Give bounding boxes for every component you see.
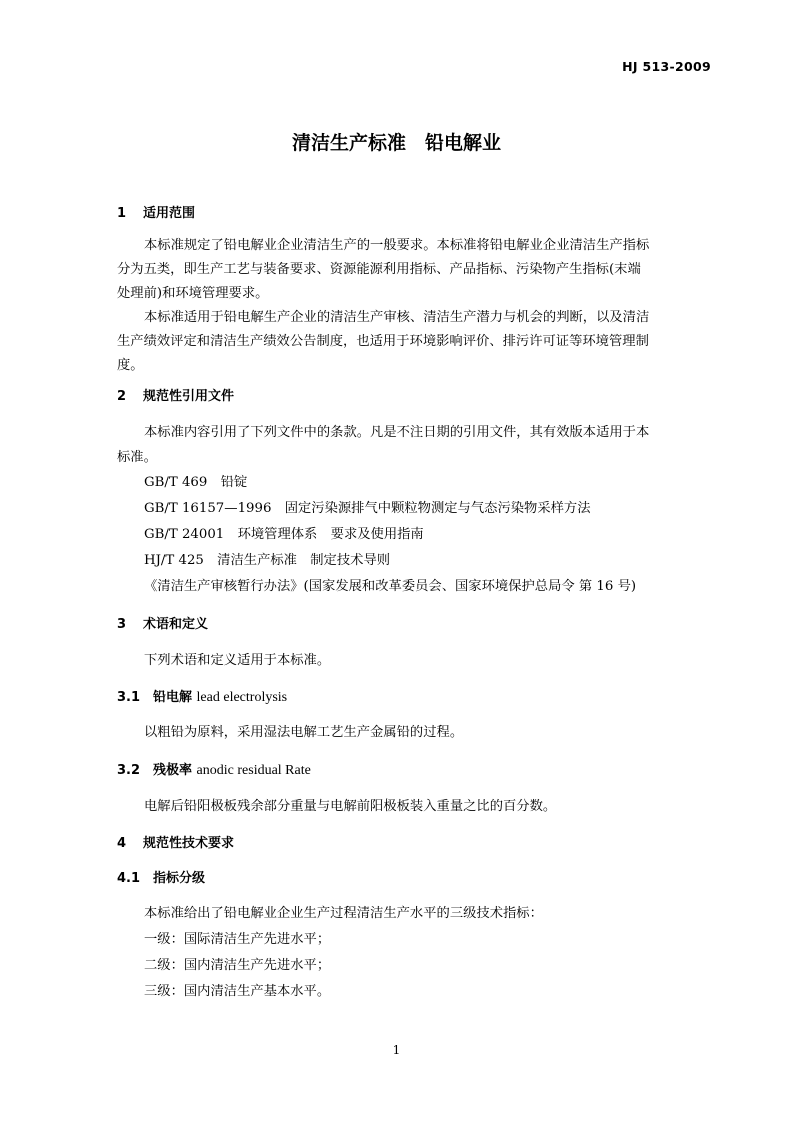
paragraph-line: 生产绩效评定和清洁生产绩效公告制度，也适用于环境影响评价、排污许可证等环境管理制 xyxy=(117,334,649,349)
section-title: 适用范围 xyxy=(143,206,196,221)
term-number: 3.1 xyxy=(117,690,141,705)
term-english: lead electrolysis xyxy=(196,690,288,705)
term-3-1-heading xyxy=(117,686,287,706)
level-item: 三级：国内清洁生产基本水平。 xyxy=(144,984,331,999)
reference-item: GB/T 16157—1996 固定污染源排气中颗粒物测定与气态污染物采样方法 xyxy=(144,501,591,516)
term-definition: 电解后铅阳极板残余部分重量与电解前阳极板装入重量之比的百分数。 xyxy=(144,799,557,814)
paragraph-line: 度。 xyxy=(117,358,144,373)
subsection-4-1-heading xyxy=(117,867,205,886)
page-number: 1 xyxy=(392,1043,401,1057)
section-1-heading xyxy=(117,202,195,221)
section-3-heading xyxy=(117,613,208,632)
reference-item: GB/T 24001 环境管理体系 要求及使用指南 xyxy=(144,527,424,542)
level-item: 一级：国际清洁生产先进水平； xyxy=(144,932,331,947)
paragraph-line: 标准。 xyxy=(117,450,157,465)
level-item: 二级：国内清洁生产先进水平； xyxy=(144,958,331,973)
section-title: 规范性引用文件 xyxy=(143,389,235,404)
paragraph-line: 处理前)和环境管理要求。 xyxy=(117,286,269,301)
section-number: 1 xyxy=(117,206,127,221)
paragraph-line: 本标准适用于铅电解生产企业的清洁生产审核、清洁生产潜力与机会的判断，以及清洁 xyxy=(144,310,650,325)
section-2-heading xyxy=(117,385,234,404)
reference-item: 《清洁生产审核暂行办法》(国家发展和改革委员会、国家环境保护总局令 第 16 号) xyxy=(144,579,637,594)
reference-item: GB/T 469 铅锭 xyxy=(144,475,248,490)
standard-code: HJ 513-2009 xyxy=(622,59,711,74)
paragraph-line: 分为五类，即生产工艺与装备要求、资源能源利用指标、产品指标、污染物产生指标(末端 xyxy=(117,262,641,277)
subsection-title: 指标分级 xyxy=(153,871,206,886)
term-english: anodic residual Rate xyxy=(196,763,311,778)
term-definition: 以粗铅为原料，采用湿法电解工艺生产金属铅的过程。 xyxy=(144,725,464,740)
section-number: 4 xyxy=(117,836,127,851)
section-number: 3 xyxy=(117,617,127,632)
section-4-heading xyxy=(117,832,234,851)
section-title: 规范性技术要求 xyxy=(143,836,235,851)
section-number: 2 xyxy=(117,389,127,404)
term-chinese: 残极率 xyxy=(153,763,193,778)
paragraph-line: 本标准内容引用了下列文件中的条款。凡是不注日期的引用文件，其有效版本适用于本 xyxy=(144,425,650,440)
term-number: 3.2 xyxy=(117,763,141,778)
reference-item: HJ/T 425 清洁生产标准 制定技术导则 xyxy=(144,553,391,568)
subsection-number: 4.1 xyxy=(117,871,141,886)
term-chinese: 铅电解 xyxy=(153,690,193,705)
paragraph-line: 本标准规定了铅电解业企业清洁生产的一般要求。本标准将铅电解业企业清洁生产指标 xyxy=(144,238,650,253)
paragraph-line: 本标准给出了铅电解业企业生产过程清洁生产水平的三级技术指标： xyxy=(144,906,543,921)
term-3-2-heading xyxy=(117,759,311,779)
page-title: 清洁生产标准 铅电解业 xyxy=(291,132,501,154)
section-title: 术语和定义 xyxy=(143,617,209,632)
paragraph-line: 下列术语和定义适用于本标准。 xyxy=(144,653,331,668)
